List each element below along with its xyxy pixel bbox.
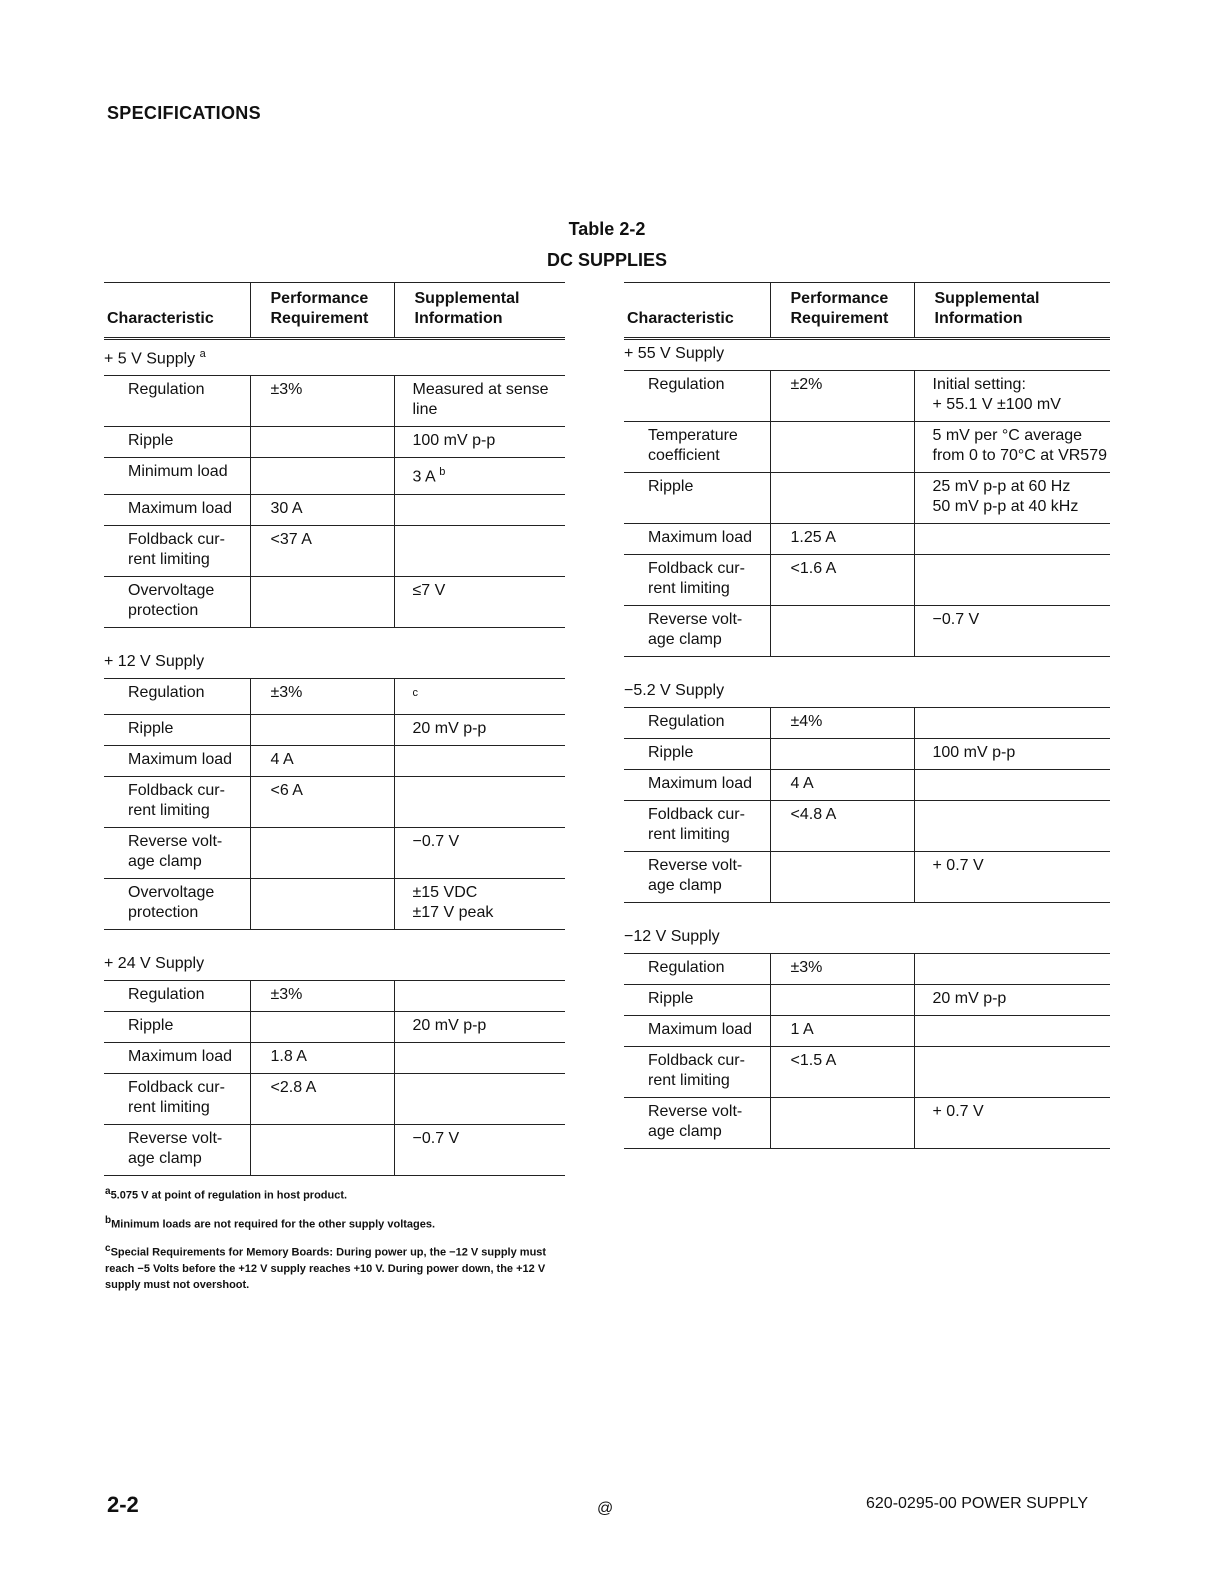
characteristic-cell: Regulation [104, 376, 250, 427]
characteristic-cell: Ripple [624, 985, 770, 1016]
performance-cell [770, 473, 914, 524]
supplemental-cell [394, 1073, 565, 1124]
supplemental-cell [914, 555, 1110, 606]
performance-cell: ±3% [250, 678, 394, 714]
characteristic-cell: Foldback cur-rent limiting [624, 801, 770, 852]
supply-group-sm52 [624, 657, 1110, 708]
supplemental-text-line2: + 55.1 V ±100 mV [932, 396, 1061, 413]
performance-cell: 30 A [250, 494, 394, 525]
supplemental-cell [394, 878, 565, 929]
supplemental-cell [394, 745, 565, 776]
supplemental-cell [394, 1011, 565, 1042]
spec-row [104, 878, 565, 929]
footnote-ref: a [199, 348, 206, 360]
footnote-a: $^a$5.075 V at point of regulation in host product. [105, 1186, 348, 1202]
page-mark: @ [597, 1500, 614, 1517]
characteristic-cell: Maximum load [104, 745, 250, 776]
table-caption [0, 214, 1224, 276]
characteristic-cell: Regulation [624, 708, 770, 739]
performance-cell: 4 A [250, 745, 394, 776]
supply-group-s5 [104, 339, 565, 376]
header-characteristic: Characteristic [104, 283, 250, 339]
spec-row [104, 458, 565, 494]
characteristic-cell: Maximum load [104, 494, 250, 525]
characteristic-cell: Overvoltage protection [104, 878, 250, 929]
supplemental-text: 100 mV p-p [412, 432, 496, 450]
performance-cell [770, 739, 914, 770]
characteristic-cell: Minimum load [104, 458, 250, 494]
supplemental-text: 5 mV per °C average from 0 to 70°C at VR579 [932, 427, 1107, 464]
spec-row [104, 494, 565, 525]
characteristic-cell: Ripple [104, 427, 250, 458]
supplemental-cell [914, 954, 1110, 985]
spec-row [624, 985, 1110, 1016]
spec-row [104, 980, 565, 1011]
performance-cell [250, 1124, 394, 1175]
supplemental-cell [914, 770, 1110, 801]
supplemental-cell [914, 852, 1110, 903]
characteristic-cell: Foldback cur-rent limiting [624, 1047, 770, 1098]
supplemental-cell [394, 458, 565, 494]
supplemental-text: 20 mV p-p [932, 990, 1007, 1007]
spec-row [624, 1016, 1110, 1047]
performance-cell [250, 1011, 394, 1042]
spec-row [104, 678, 565, 714]
table-number: Table 2-2 [568, 219, 646, 239]
spec-row [624, 801, 1110, 852]
footnote-ref: c [412, 686, 418, 699]
performance-cell [250, 827, 394, 878]
supplemental-text: Measured at sense line [412, 381, 549, 419]
characteristic-cell: Ripple [624, 739, 770, 770]
performance-cell [250, 427, 394, 458]
supplemental-cell [914, 985, 1110, 1016]
characteristic-cell: Overvoltage protection [104, 576, 250, 627]
supplemental-text: −0.7 V [412, 1129, 460, 1147]
performance-cell: <6 A [250, 776, 394, 827]
supplemental-cell [914, 371, 1110, 422]
spec-row [624, 954, 1110, 985]
supplemental-cell [914, 1098, 1110, 1149]
spec-row [104, 714, 565, 745]
performance-cell [250, 714, 394, 745]
supply-name: + 12 V Supply [104, 652, 205, 670]
supplemental-cell [394, 827, 565, 878]
supplemental-cell [394, 376, 565, 427]
spec-table-left [104, 282, 565, 1176]
header-row [624, 283, 1110, 339]
supplemental-cell [394, 678, 565, 714]
performance-cell: <37 A [250, 525, 394, 576]
performance-cell [770, 985, 914, 1016]
performance-cell [250, 576, 394, 627]
supplemental-cell [394, 494, 565, 525]
performance-cell: ±3% [250, 980, 394, 1011]
performance-cell: 4 A [770, 770, 914, 801]
spec-row [104, 576, 565, 627]
supplemental-cell [914, 473, 1110, 524]
spec-row [624, 473, 1110, 524]
spec-row [624, 739, 1110, 770]
performance-cell [250, 458, 394, 494]
performance-cell [770, 852, 914, 903]
header-performance: Performance Requirement [770, 283, 914, 339]
spec-row [104, 1073, 565, 1124]
header-supplemental: Supplemental Information [394, 283, 565, 339]
supply-group-sm12 [624, 903, 1110, 954]
supplemental-text-line2: 50 mV p-p at 40 kHz [932, 498, 1079, 515]
supplemental-text: 25 mV p-p at 60 Hz [932, 478, 1071, 495]
supplemental-text: −0.7 V [412, 832, 460, 850]
supplemental-cell [914, 708, 1110, 739]
performance-cell: ±4% [770, 708, 914, 739]
footnote-b: $^b$Minimum loads are not required for the other supply voltages. [105, 1214, 436, 1231]
supplemental-text: −0.7 V [932, 611, 980, 628]
supplemental-text: ≤7 V [412, 581, 446, 599]
supplemental-cell [394, 980, 565, 1011]
performance-cell: <4.8 A [770, 801, 914, 852]
supplemental-cell [394, 525, 565, 576]
characteristic-cell: Maximum load [624, 770, 770, 801]
supplemental-text: 20 mV p-p [412, 1016, 487, 1034]
supply-name: −5.2 V Supply [624, 682, 725, 699]
performance-cell: 1 A [770, 1016, 914, 1047]
supplemental-cell [914, 739, 1110, 770]
performance-cell [770, 422, 914, 473]
supplemental-cell [394, 576, 565, 627]
performance-cell [770, 1098, 914, 1149]
supplemental-cell [394, 1124, 565, 1175]
supplemental-cell [914, 1016, 1110, 1047]
characteristic-cell: Reverse volt-age clamp [624, 852, 770, 903]
supply-group-s12 [104, 627, 565, 678]
supply-group-s24 [104, 929, 565, 980]
spec-row [624, 606, 1110, 657]
characteristic-cell: Temperature coefficient [624, 422, 770, 473]
table-title: DC SUPPLIES [546, 250, 668, 270]
supplemental-cell [394, 427, 565, 458]
performance-cell: <1.6 A [770, 555, 914, 606]
supplemental-text: + 0.7 V [932, 1103, 984, 1120]
spec-row [624, 708, 1110, 739]
characteristic-cell: Maximum load [624, 1016, 770, 1047]
supplemental-text: Initial setting: [932, 376, 1026, 393]
characteristic-cell: Foldback cur-rent limiting [104, 525, 250, 576]
footnotes [105, 1184, 570, 1302]
spec-row [624, 371, 1110, 422]
section-title: SPECIFICATIONS [107, 103, 261, 123]
supplemental-text: 3 A [412, 468, 435, 486]
supply-name: −12 V Supply [624, 928, 720, 945]
supplemental-cell [914, 606, 1110, 657]
performance-cell: ±3% [250, 376, 394, 427]
performance-cell [250, 878, 394, 929]
spec-row [624, 1098, 1110, 1149]
characteristic-cell: Regulation [104, 678, 250, 714]
supplemental-cell [914, 524, 1110, 555]
header-row [104, 283, 565, 339]
header-characteristic: Characteristic [624, 283, 770, 339]
characteristic-cell: Foldback cur-rent limiting [104, 1073, 250, 1124]
characteristic-cell: Regulation [624, 954, 770, 985]
spec-table-right [624, 282, 1110, 1149]
performance-cell: 1.8 A [250, 1042, 394, 1073]
supplemental-text: ±15 VDC [412, 883, 478, 901]
supplemental-cell [914, 1047, 1110, 1098]
spec-row [104, 827, 565, 878]
supplemental-cell [394, 1042, 565, 1073]
spec-row [104, 776, 565, 827]
footnote-ref: b [439, 466, 446, 479]
characteristic-cell: Maximum load [104, 1042, 250, 1073]
supplemental-cell [914, 422, 1110, 473]
footnote-c: $^c$Special Requirements for Memory Boards: During power up, the −12 V supply must reach −5 Volts before the +12 V supply reaches +10 V. During power down, the +12 V supply must not overshoot. [105, 1243, 547, 1291]
performance-cell: ±2% [770, 371, 914, 422]
header-performance: Performance Requirement [250, 283, 394, 339]
header-supplemental: Supplemental Information [914, 283, 1110, 339]
supply-name: + 5 V Supply [104, 350, 196, 368]
supplemental-text: 100 mV p-p [932, 744, 1016, 761]
spec-row [624, 422, 1110, 473]
supply-name: + 24 V Supply [104, 954, 205, 972]
supplemental-cell [914, 801, 1110, 852]
spec-row [104, 1042, 565, 1073]
supply-name: + 55 V Supply [624, 345, 725, 362]
performance-cell [770, 606, 914, 657]
characteristic-cell: Ripple [624, 473, 770, 524]
characteristic-cell: Regulation [104, 980, 250, 1011]
spec-row [104, 1011, 565, 1042]
spec-row [104, 427, 565, 458]
supplemental-cell [394, 714, 565, 745]
supplemental-text: 20 mV p-p [412, 719, 487, 737]
characteristic-cell: Foldback cur-rent limiting [624, 555, 770, 606]
page-number: 2-2 [107, 1492, 139, 1517]
supply-group-s55 [624, 339, 1110, 371]
performance-cell: ±3% [770, 954, 914, 985]
spec-row [624, 1047, 1110, 1098]
spec-row [624, 852, 1110, 903]
spec-row [104, 525, 565, 576]
supplemental-text-line2: ±17 V peak [412, 903, 494, 921]
spec-row [624, 555, 1110, 606]
characteristic-cell: Reverse volt-age clamp [104, 1124, 250, 1175]
characteristic-cell: Ripple [104, 714, 250, 745]
characteristic-cell: Maximum load [624, 524, 770, 555]
document-id: 620-0295-00 POWER SUPPLY [866, 1495, 1089, 1512]
characteristic-cell: Ripple [104, 1011, 250, 1042]
spec-row [104, 1124, 565, 1175]
characteristic-cell: Reverse volt-age clamp [624, 1098, 770, 1149]
performance-cell: <1.5 A [770, 1047, 914, 1098]
spec-row [104, 376, 565, 427]
performance-cell: <2.8 A [250, 1073, 394, 1124]
characteristic-cell: Reverse volt-age clamp [624, 606, 770, 657]
spec-row [624, 524, 1110, 555]
supplemental-cell [394, 776, 565, 827]
performance-cell: 1.25 A [770, 524, 914, 555]
spec-row [104, 745, 565, 776]
supplemental-text: + 0.7 V [932, 857, 984, 874]
spec-row [624, 770, 1110, 801]
characteristic-cell: Reverse volt-age clamp [104, 827, 250, 878]
characteristic-cell: Regulation [624, 371, 770, 422]
characteristic-cell: Foldback cur-rent limiting [104, 776, 250, 827]
